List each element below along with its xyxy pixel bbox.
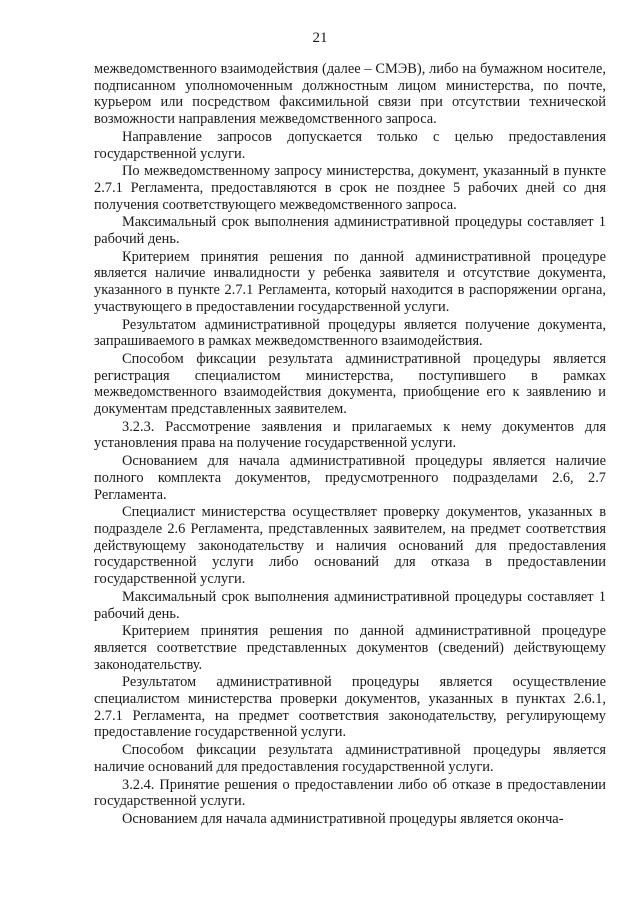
paragraph: Основанием для начала административной процедуры является оконча- — [122, 810, 564, 827]
section-heading: 3.2.3. Рассмотрение заявления и прилагаемых к нему документов для установления права на получение государственной услуги. — [94, 418, 606, 452]
paragraph: Результатом административной процедуры является получение документа, запрашиваемого в рамках межведомственного взаимодействия. — [94, 316, 606, 350]
paragraph: Критерием принятия решения по данной административной процедуре является соответствие представленных документов (сведений) действующему законодательству. — [94, 623, 606, 673]
paragraph: межведомственного взаимодействия (далее – СМЭВ), либо на бумажном носителе, подписанном уполномоченным должностным лицом министерства, по почте, курьером или посредством факсимильной связи при отсутствии технической возможности направления межведомственного запроса. — [94, 61, 606, 128]
paragraph: Максимальный срок выполнения административной процедуры составляет 1 рабочий день. — [94, 588, 606, 622]
paragraph: Способом фиксации результата административной процедуры является наличие оснований для предоставления государственной услуги. — [94, 742, 606, 775]
paragraph: Критерием принятия решения по данной административной процедуре является наличие инвалидности у ребенка заявителя и отсутствие документа, указанного в пункте 2.7.1 Регламента, который находится в распоряжении органа, участвующего в предоставлении государственной услуги. — [94, 248, 606, 315]
page-number: 21 — [312, 30, 328, 46]
paragraph: По межведомственному запросу министерства, документ, указанный в пункте 2.7.1 Регламента, предоставляются в срок не позднее 5 рабочих дней со дня получения соответствующего межведомственного запроса. — [94, 163, 606, 213]
paragraph: Максимальный срок выполнения административной процедуры составляет 1 рабочий день. — [94, 214, 606, 248]
paragraph: Специалист министерства осуществляет проверку документов, указанных в подразделе 2.6 Регламента, представленных заявителем, на предмет соответствия действующему законодательству и наличия оснований для предоставления государственной услуги либо оснований для отказа в предоставлении государственной услуги. — [94, 504, 606, 588]
paragraph: Способом фиксации результата административной процедуры является регистрация специалистом министерства, поступившего в рамках межведомственного взаимодействия документа, приобщение его к заявлению и документам представленных заявителем. — [94, 350, 606, 418]
paragraph: Основанием для начала административной процедуры является наличие полного комплекта документов, предусмотренного подразделами 2.6, 2.7 Регламента. — [94, 453, 606, 503]
paragraph: Результатом административной процедуры является осуществление специалистом министерства проверки документов, указанных в пунктах 2.6.1, 2.7.1 Регламента, на предмет соответствия законодательству, регулирующему предоставление государственной услуги. — [94, 674, 606, 741]
body-text — [94, 61, 606, 829]
paragraph: Направление запросов допускается только с целью предоставления государственной услуги. — [94, 128, 606, 162]
section-heading: 3.2.4. Принятие решения о предоставлении либо об отказе в предоставлении государственной услуги. — [94, 776, 606, 810]
